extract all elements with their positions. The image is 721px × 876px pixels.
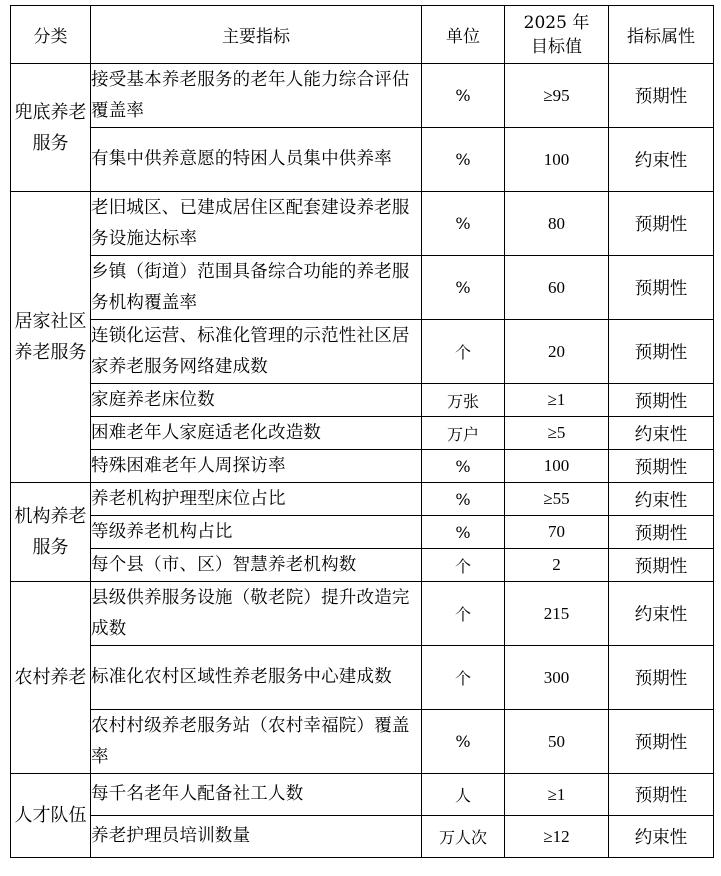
indicator-cell: 连锁化运营、标准化管理的示范性社区居家养老服务网络建成数 xyxy=(91,320,422,384)
header-target-value: 目标值 xyxy=(531,36,582,57)
table-row xyxy=(11,64,714,128)
indicator-cell: 老旧城区、已建成居住区配套建设养老服务设施达标率 xyxy=(91,192,422,256)
table-row xyxy=(11,192,714,256)
category-cell: 兜底养老服务 xyxy=(11,64,91,192)
unit-cell: 个 xyxy=(422,582,505,646)
indicator-cell: 家庭养老床位数 xyxy=(91,384,422,417)
attribute-cell: 预期性 xyxy=(609,320,714,384)
attribute-cell: 预期性 xyxy=(609,774,714,816)
indicator-cell: 困难老年人家庭适老化改造数 xyxy=(91,417,422,450)
attribute-cell: 约束性 xyxy=(609,128,714,192)
indicator-cell: 每千名老年人配备社工人数 xyxy=(91,774,422,816)
target-cell: 300 xyxy=(505,646,609,710)
category-cell: 机构养老服务 xyxy=(11,483,91,582)
indicator-cell: 养老机构护理型床位占比 xyxy=(91,483,422,516)
attribute-cell: 预期性 xyxy=(609,549,714,582)
target-cell: ≥1 xyxy=(505,384,609,417)
table-row xyxy=(11,450,714,483)
unit-cell: 个 xyxy=(422,549,505,582)
target-cell: 20 xyxy=(505,320,609,384)
indicator-cell: 接受基本养老服务的老年人能力综合评估覆盖率 xyxy=(91,64,422,128)
target-cell: 70 xyxy=(505,516,609,549)
unit-cell: 万人次 xyxy=(422,816,505,858)
indicator-cell: 有集中供养意愿的特困人员集中供养率 xyxy=(91,128,422,192)
target-cell: ≥12 xyxy=(505,816,609,858)
unit-cell: % xyxy=(422,710,505,774)
table-row xyxy=(11,774,714,816)
indicator-cell: 乡镇（街道）范围具备综合功能的养老服务机构覆盖率 xyxy=(91,256,422,320)
table-row xyxy=(11,710,714,774)
unit-cell: % xyxy=(422,64,505,128)
table-row xyxy=(11,816,714,858)
unit-cell: % xyxy=(422,192,505,256)
target-cell: ≥1 xyxy=(505,774,609,816)
attribute-cell: 预期性 xyxy=(609,256,714,320)
header-attribute: 指标属性 xyxy=(609,6,714,64)
target-cell: 80 xyxy=(505,192,609,256)
table-row xyxy=(11,646,714,710)
header-indicator: 主要指标 xyxy=(91,6,422,64)
table-row xyxy=(11,320,714,384)
target-cell: ≥95 xyxy=(505,64,609,128)
attribute-cell: 预期性 xyxy=(609,384,714,417)
indicator-cell: 特殊困难老年人周探访率 xyxy=(91,450,422,483)
unit-cell: 个 xyxy=(422,646,505,710)
attribute-cell: 约束性 xyxy=(609,816,714,858)
unit-cell: % xyxy=(422,256,505,320)
indicator-cell: 农村村级养老服务站（农村幸福院）覆盖率 xyxy=(91,710,422,774)
table-row xyxy=(11,384,714,417)
attribute-cell: 约束性 xyxy=(609,417,714,450)
unit-cell: 万张 xyxy=(422,384,505,417)
target-cell: 60 xyxy=(505,256,609,320)
header-target xyxy=(505,6,609,64)
unit-cell: 人 xyxy=(422,774,505,816)
table-row xyxy=(11,128,714,192)
category-cell: 居家社区养老服务 xyxy=(11,192,91,483)
unit-cell: % xyxy=(422,516,505,549)
indicator-cell: 等级养老机构占比 xyxy=(91,516,422,549)
unit-cell: % xyxy=(422,450,505,483)
header-row xyxy=(11,6,714,64)
indicator-cell: 标准化农村区域性养老服务中心建成数 xyxy=(91,646,422,710)
table-row xyxy=(11,549,714,582)
table-row xyxy=(11,516,714,549)
indicator-cell: 养老护理员培训数量 xyxy=(91,816,422,858)
table-row xyxy=(11,256,714,320)
header-category: 分类 xyxy=(11,6,91,64)
attribute-cell: 约束性 xyxy=(609,582,714,646)
table-row xyxy=(11,417,714,450)
target-cell: 100 xyxy=(505,128,609,192)
target-cell: ≥55 xyxy=(505,483,609,516)
unit-cell: % xyxy=(422,483,505,516)
table-row xyxy=(11,582,714,646)
header-target-year: 2025 年 xyxy=(523,12,590,33)
category-cell: 人才队伍 xyxy=(11,774,91,858)
unit-cell: 个 xyxy=(422,320,505,384)
unit-cell: % xyxy=(422,128,505,192)
attribute-cell: 约束性 xyxy=(609,483,714,516)
unit-cell: 万户 xyxy=(422,417,505,450)
indicator-cell: 每个县（市、区）智慧养老机构数 xyxy=(91,549,422,582)
target-cell: ≥5 xyxy=(505,417,609,450)
attribute-cell: 预期性 xyxy=(609,710,714,774)
indicator-cell: 县级供养服务设施（敬老院）提升改造完成数 xyxy=(91,582,422,646)
table-row xyxy=(11,483,714,516)
indicator-table xyxy=(10,5,714,858)
attribute-cell: 预期性 xyxy=(609,450,714,483)
attribute-cell: 预期性 xyxy=(609,192,714,256)
target-cell: 100 xyxy=(505,450,609,483)
attribute-cell: 预期性 xyxy=(609,516,714,549)
target-cell: 215 xyxy=(505,582,609,646)
header-unit: 单位 xyxy=(422,6,505,64)
target-cell: 2 xyxy=(505,549,609,582)
category-cell: 农村养老 xyxy=(11,582,91,774)
target-cell: 50 xyxy=(505,710,609,774)
attribute-cell: 预期性 xyxy=(609,64,714,128)
attribute-cell: 预期性 xyxy=(609,646,714,710)
